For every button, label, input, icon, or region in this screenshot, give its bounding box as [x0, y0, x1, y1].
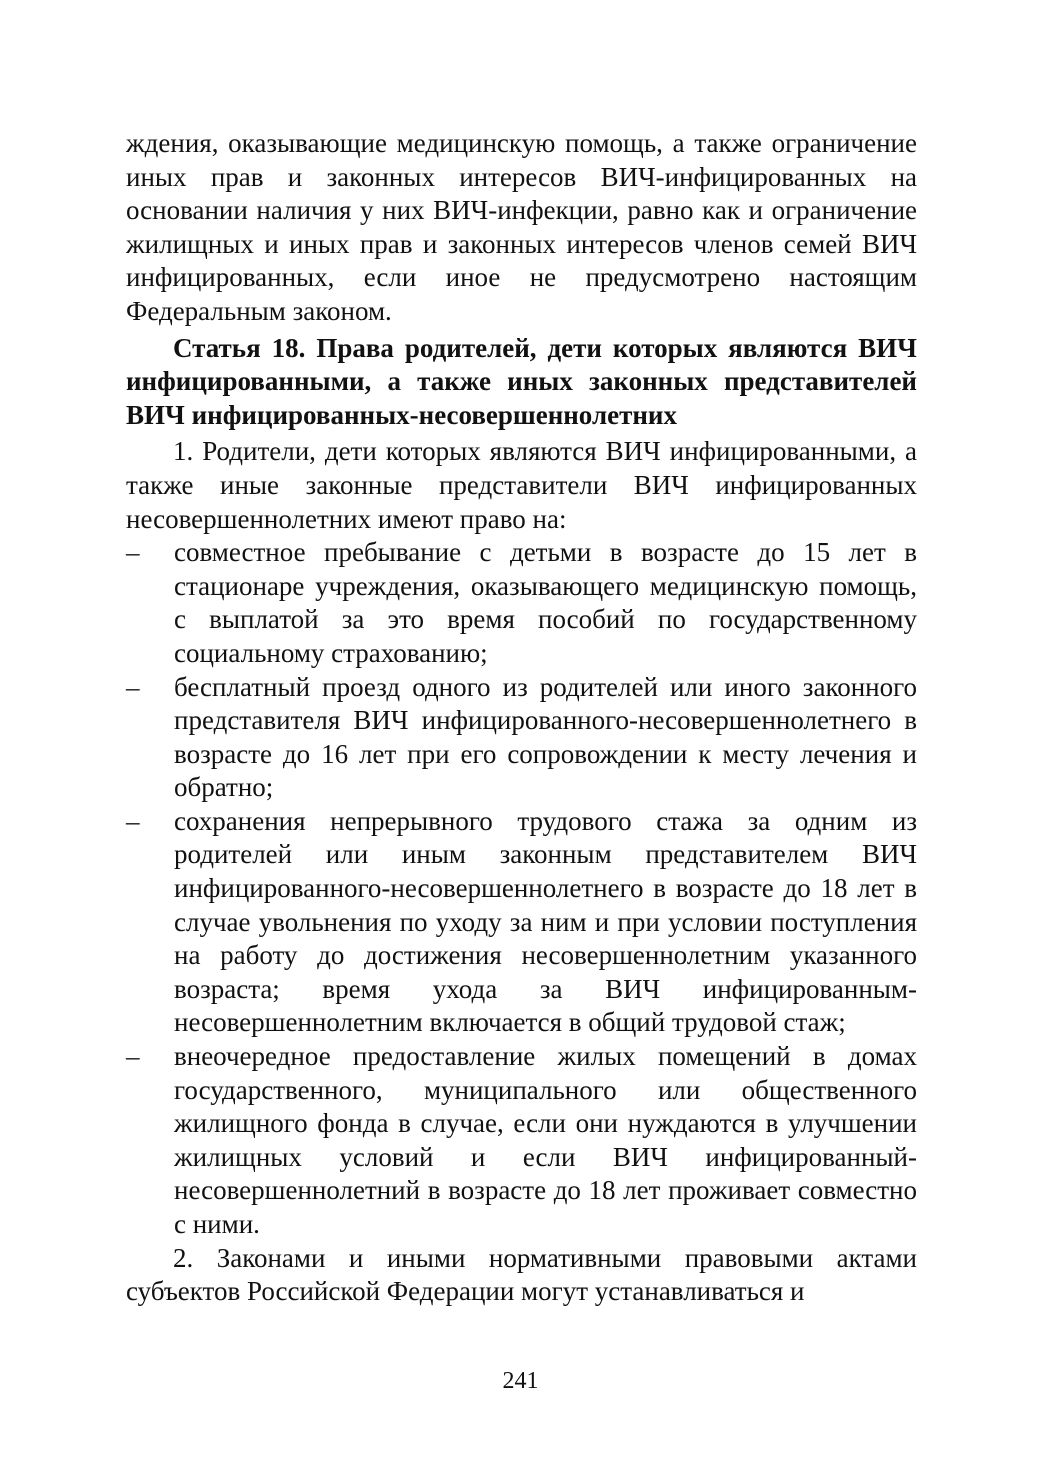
list-item-text: сохранения непрерывного трудового стажа за одним из родителей или иным законным представителем ВИЧ инфицированного-несовершеннолетнего в возрасте до 18 лет в случае увольнения по уходу за ним и при условии поступления на работу до достижения несовершеннолетним указанного возраста; время ухода за ВИЧ инфицированным-несовершеннолетним включается в общий трудовой стаж; [174, 805, 917, 1038]
list-marker: – [126, 1041, 140, 1072]
page-number: 241 [502, 1368, 539, 1394]
list-item-text: совместное пребывание с детьми в возрасте до 15 лет в стационаре учреждения, оказывающего медицинскую помощь, с выплатой за это время пособий по государственному социальному страхованию; [174, 537, 917, 668]
list-item [126, 536, 917, 670]
list-item [126, 671, 917, 805]
list-item-text: бесплатный проезд одного из родителей или иного законного представителя ВИЧ инфицированного-несовершеннолетнего в возрасте до 16 лет при его сопровождении к месту лечения и обратно; [174, 671, 917, 803]
paragraph-clause-2: 2. Законами и иными нормативными правовыми актами субъектов Российской Федерации могут устанавливаться и [126, 1242, 917, 1307]
list-item [126, 1040, 917, 1242]
list-marker: – [126, 671, 140, 702]
page-body [126, 127, 917, 1309]
rights-list [126, 536, 917, 1241]
list-item [126, 805, 917, 1040]
paragraph-intro: ждения, оказывающие медицинскую помощь, а также ограничение иных прав и законных интересов ВИЧ-инфицированных на основании наличия у них ВИЧ-инфекции, равно как и ограничение жилищных и иных прав и законных интересов членов семей ВИЧ инфицированных, если иное не предусмотрено настоящим Федеральным законом. [126, 128, 917, 326]
paragraph-clause-1: 1. Родители, дети которых являются ВИЧ инфицированными, а также иные законные представители ВИЧ инфицированных несовершеннолетних имеют право на: [126, 436, 917, 534]
article-heading: Статья 18. Права родителей, дети которых являются ВИЧ инфицированными, а также иных законных представителей ВИЧ инфицированных-несовершеннолетних [126, 332, 917, 430]
list-marker: – [126, 537, 140, 568]
list-marker: – [126, 805, 140, 836]
list-item-text: внеочередное предоставление жилых помещений в домах государственного, муниципального или общественного жилищного фонда в случае, если они нуждаются в улучшении жилищных условий и если ВИЧ инфицированный-несовершеннолетний в возрасте до 18 лет проживает совместно с ними. [174, 1041, 917, 1239]
